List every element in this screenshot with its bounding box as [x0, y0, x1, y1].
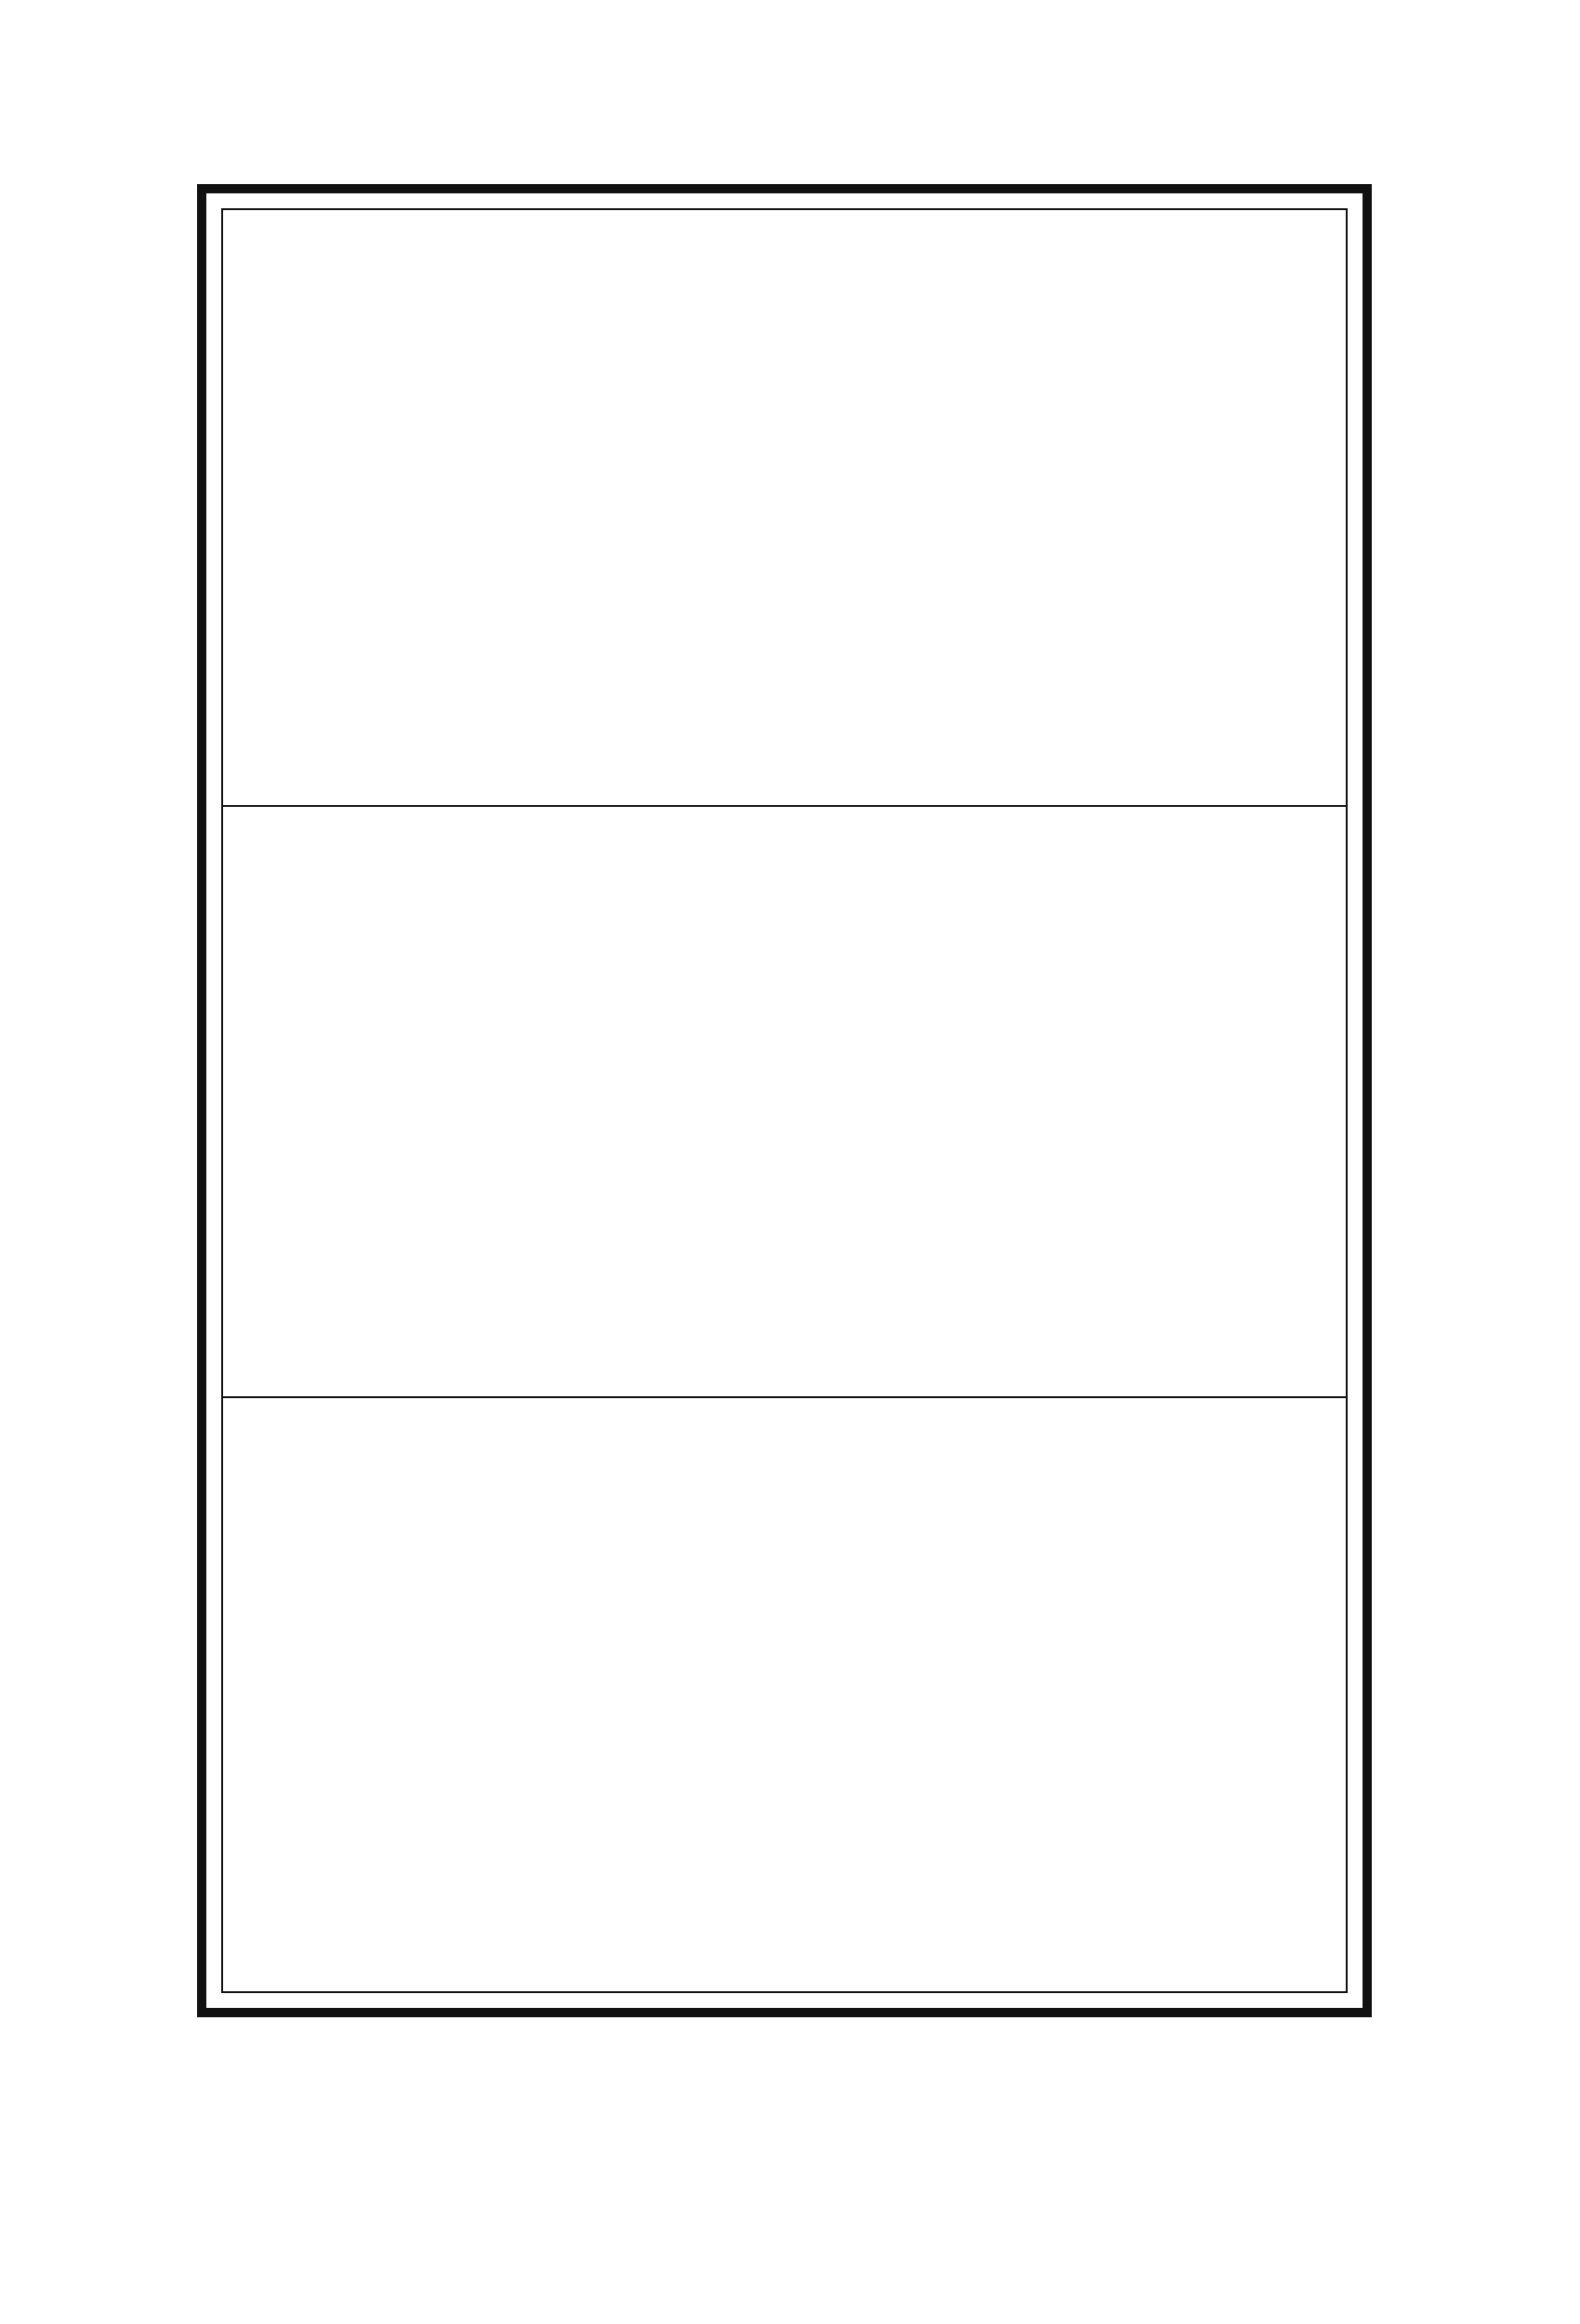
- page-frame: [197, 184, 1372, 2017]
- middle-tier: [223, 807, 1346, 1393]
- bottom-tier-columns: [234, 1404, 1335, 1986]
- page-inner-frame: [221, 208, 1348, 1993]
- top-tier-columns: [234, 216, 1335, 796]
- top-tier: [223, 210, 1346, 801]
- middle-tier-columns: [234, 812, 1335, 1387]
- bottom-tier: [223, 1398, 1346, 1991]
